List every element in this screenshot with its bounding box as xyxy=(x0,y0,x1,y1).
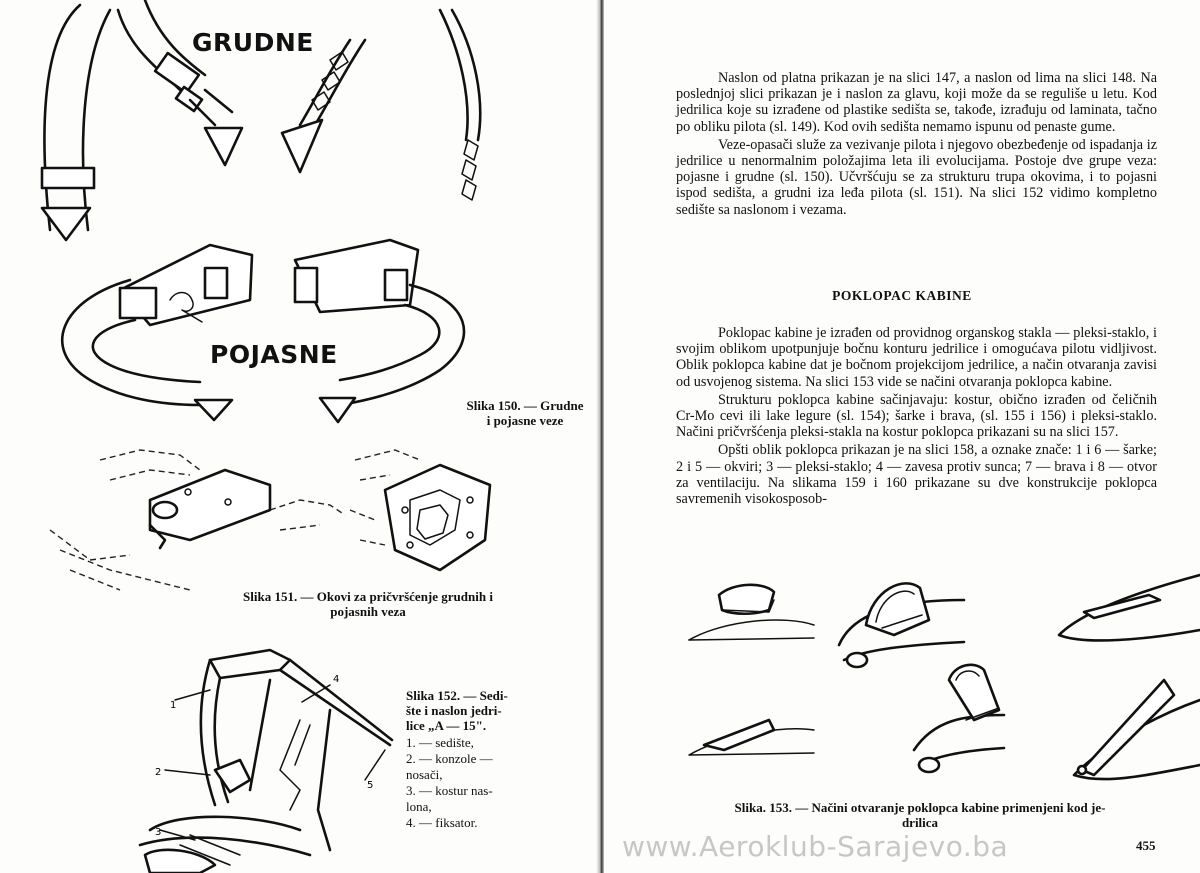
legend-item: 1. — sedište, xyxy=(406,735,474,750)
figure-152-marker-5: 5 xyxy=(367,780,374,791)
figure-152-marker-4: 4 xyxy=(333,674,340,685)
figure-151-fittings-drawing xyxy=(0,430,598,600)
paragraph: Naslon od platna prikazan je na slici 147, a naslon od lima na slici 148. Na poslednjoj slici prikazan je i naslon za glavu, koji može da se reguliše u letu. Kod jedrilica koje su izrađene od plastike sedišta se, takođe, izrađuju od laminata, tačno po obliku pilota (sl. 149). Kod ovih sedišta nemamo ispunu od penaste gume. xyxy=(676,70,1157,135)
figure-152-caption-line: lice „A — 15". xyxy=(406,718,487,733)
legend-item: 3. — kostur nas- xyxy=(406,783,493,798)
figure-152-caption xyxy=(406,688,536,733)
page-number: 455 xyxy=(1136,838,1156,853)
figure-152-seat-drawing xyxy=(0,630,400,873)
figure-153-canopy-drawing xyxy=(604,570,1200,795)
figure-153-caption-line: drilica xyxy=(901,815,939,830)
figure-152-caption-line: Slika 152. — Sedi- xyxy=(406,688,508,703)
figure-152-caption-line: šte i naslon jedri- xyxy=(406,703,502,718)
figure-150-caption-line: i pojasne veze xyxy=(486,413,564,428)
label-grudne: GRUDNE xyxy=(192,28,314,57)
section-heading: POKLOPAC KABINE xyxy=(832,288,972,303)
figure-152-legend xyxy=(406,735,493,831)
legend-item: 4. — fiksator. xyxy=(406,815,478,830)
figure-151-caption-line: pojasnih veza xyxy=(330,604,406,619)
label-pojasne: POJASNE xyxy=(210,340,338,369)
legend-item: 2. — konzole — xyxy=(406,751,493,766)
paragraph: Strukturu poklopca kabine sačinjavaju: kostur, obično izrađen od čeličnih Cr-Mo cevi ili lake legure (sl. 154); šarke i brava, (sl. 155 i 156) i pleksi-staklo. Načini pričvršćenja pleksi-stakla na kostur poklopca prikazani su na slici 157. xyxy=(676,391,1157,441)
figure-152-marker-3: 3 xyxy=(155,827,162,838)
legend-item: nosači, xyxy=(406,767,443,782)
figure-153-caption xyxy=(690,800,1150,830)
watermark: www.Aeroklub-Sarajevo.ba xyxy=(622,830,1009,863)
paragraph: Veze-opasači služe za vezivanje pilota i njegovo obezbeđenje od ispadanja iz jedrilice u nenormalnim položajima leta ili evolucijama. Postoje dve grupe veza: pojasne i grudne (sl. 150). Učvršćuju se za strukturu trupa okovima, i to pojasni ispod sedišta, a grudni iza leđa pilota (sl. 151). Na slici 152 vidimo kompletno sedište sa naslonom i vezama. xyxy=(676,136,1157,218)
figure-151-caption-line: Slika 151. — Okovi za pričvršćenje grudnih i xyxy=(243,589,493,604)
figure-152-marker-2: 2 xyxy=(155,767,162,778)
figure-150-caption xyxy=(455,398,595,428)
left-page xyxy=(0,0,598,873)
figure-152-marker-1: 1 xyxy=(170,700,177,711)
figure-151-caption xyxy=(198,589,538,619)
body-text-bottom xyxy=(676,325,1157,509)
legend-item: lona, xyxy=(406,799,432,814)
figure-150-caption-line: Slika 150. — Grudne xyxy=(466,398,584,413)
figure-153-caption-line: Slika. 153. — Načini otvaranje poklopca kabine primenjeni kod je- xyxy=(734,800,1106,815)
body-text-top xyxy=(676,70,1157,220)
paragraph: Poklopac kabine je izrađen od providnog organskog stakla — pleksi-staklo, i svojim oblikom upotpunjuje bočnu konturu jedrilice i omogućava pilotu vidljivost. Oblik poklopca kabine dat je bočnom projekcijom jedrilice, a način otvaranja zavisi od usvojenog sistema. Na slici 153 vide se načini otvaranja poklopca kabine. xyxy=(676,325,1157,390)
paragraph: Opšti oblik poklopca prikazan je na slici 158, a oznake znače: 1 i 6 — šarke; 2 i 5 — okviri; 3 — pleksi-staklo; 4 — zavesa protiv sunca; 7 — brava i 8 — otvor za ventilaciju. Na slikama 159 i 160 prikazane su dve konstrukcije poklopca savremenih visokosposob- xyxy=(676,442,1157,508)
